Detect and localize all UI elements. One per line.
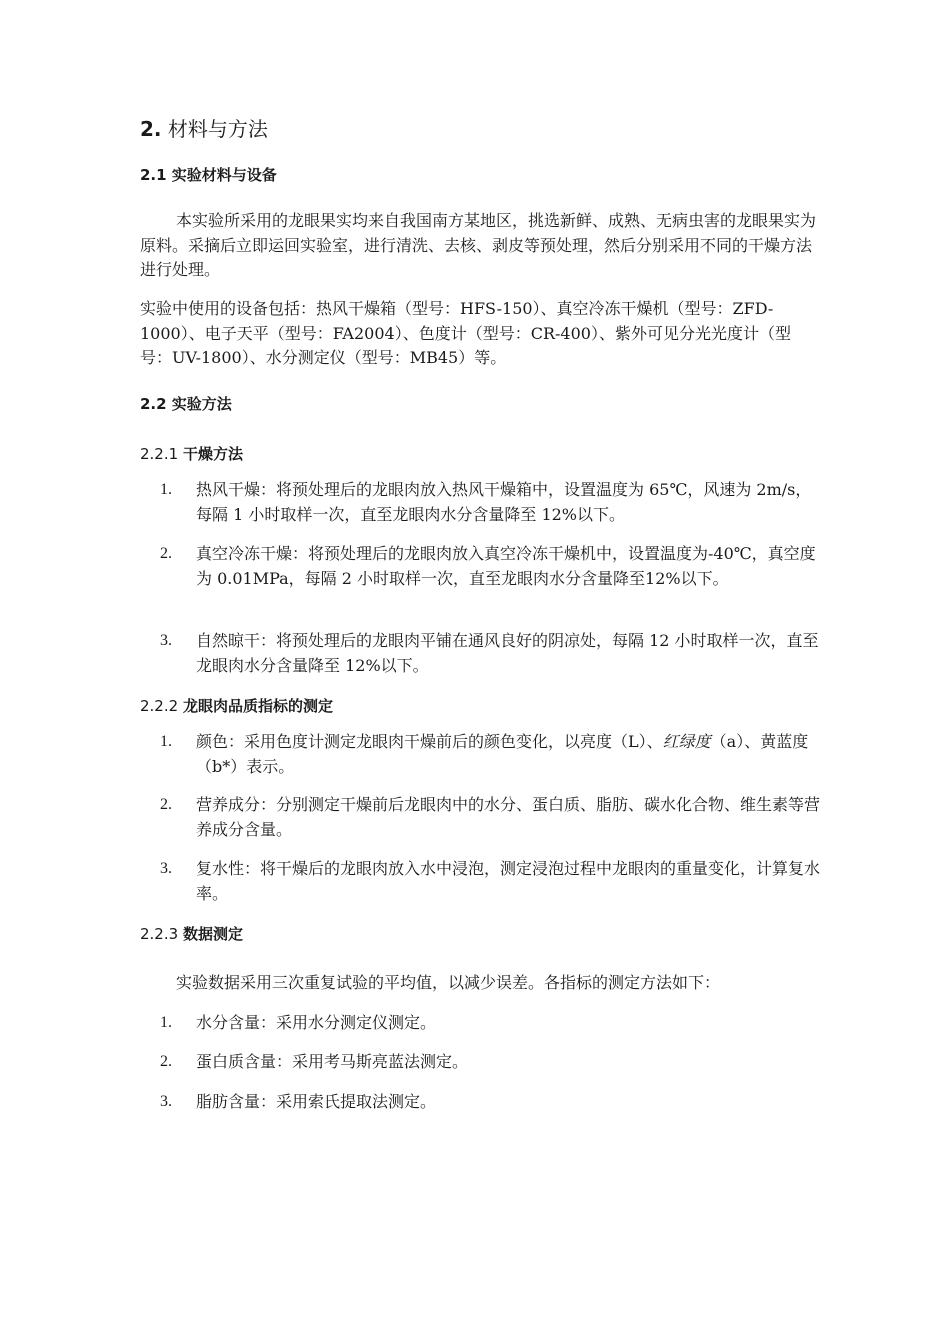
list-item-text: 复水性：将干燥后的龙眼肉放入水中浸泡，测定浸泡过程中龙眼肉的重量变化，计算复水率。 <box>196 859 821 903</box>
list-item-number: 1. <box>160 481 172 498</box>
heading-text: 数据测定 <box>182 925 243 943</box>
list-item-text: 热风干燥：将预处理后的龙眼肉放入热风干燥箱中，设置温度为 65℃，风速为 2m/s，每隔 1 小时取样一次，直至龙眼肉水分含量降至 12%以下。 <box>196 480 812 524</box>
subsection-heading-2-1: 2.1 实验材料与设备 <box>140 166 277 184</box>
list-item-number: 2. <box>160 545 172 562</box>
heading-number: 2.2.2 <box>140 697 179 715</box>
subsection-heading-2-2-1 <box>140 443 243 464</box>
subsection-heading-2-2: 2.2 实验方法 <box>140 395 232 413</box>
subsection-heading-2-2-2 <box>140 695 333 716</box>
list-item-number: 1. <box>160 1014 172 1031</box>
list-item-number: 3. <box>160 860 172 877</box>
color-tail: （a）、黄蓝度（b*）表示。 <box>196 732 809 776</box>
subsection-heading-2-2-3 <box>140 923 243 944</box>
list-item-text: 蛋白质含量：采用考马斯亮蓝法测定。 <box>196 1052 469 1071</box>
list-item-text: 营养成分：分别测定干燥前后龙眼肉中的水分、蛋白质、脂肪、碳水化合物、维生素等营养成分含量。 <box>196 795 821 839</box>
heading-text: 龙眼肉品质指标的测定 <box>182 697 333 715</box>
list-item-text: 真空冷冻干燥：将预处理后的龙眼肉放入真空冷冻干燥机中，设置温度为-40℃，真空度为 0.01MPa，每隔 2 小时取样一次，直至龙眼肉水分含量降至12%以下。 <box>196 544 816 588</box>
section-title <box>140 113 268 142</box>
list-item-text: 水分含量：采用水分测定仪测定。 <box>196 1013 437 1032</box>
list-item-text <box>196 730 826 779</box>
list-item-number: 3. <box>160 1093 172 1110</box>
list-item-number: 2. <box>160 796 172 813</box>
heading-text: 干燥方法 <box>182 445 243 463</box>
paragraph-materials: 本实验所采用的龙眼果实均来自我国南方某地区，挑选新鲜、成熟、无病虫害的龙眼果实为原料。采摘后立即运回实验室，进行清洗、去核、剥皮等预处理，然后分别采用不同的干燥方法进行处理。 <box>140 211 817 279</box>
paragraph-data-intro: 实验数据采用三次重复试验的平均值，以减少误差。各指标的测定方法如下： <box>176 973 721 992</box>
color-italic-term: 红绿度 <box>662 732 711 751</box>
list-item-text: 自然晾干：将预处理后的龙眼肉平铺在通风良好的阴凉处，每隔 12 小时取样一次，直至龙眼肉水分含量降至 12%以下。 <box>196 631 819 675</box>
list-item-text: 脂肪含量：采用索氏提取法测定。 <box>196 1092 437 1111</box>
list-item-number: 1. <box>160 733 172 750</box>
heading-number: 2.2.3 <box>140 925 179 943</box>
section-number: 2. <box>140 117 162 141</box>
heading-number: 2.2.1 <box>140 445 179 463</box>
list-item-number: 3. <box>160 632 172 649</box>
color-lead: 颜色：采用色度计测定龙眼肉干燥前后的颜色变化，以亮度（L）、 <box>196 732 663 751</box>
paragraph-equipment: 实验中使用的设备包括：热风干燥箱（型号：HFS-150）、真空冷冻干燥机（型号：ZFD-1000）、电子天平（型号：FA2004）、色度计（型号：CR-400）、紫外可见分光光度计（型号：UV-1800）、水分测定仪（型号：MB45）等。 <box>140 299 791 367</box>
list-item-number: 2. <box>160 1053 172 1070</box>
section-title-text: 材料与方法 <box>167 117 268 141</box>
